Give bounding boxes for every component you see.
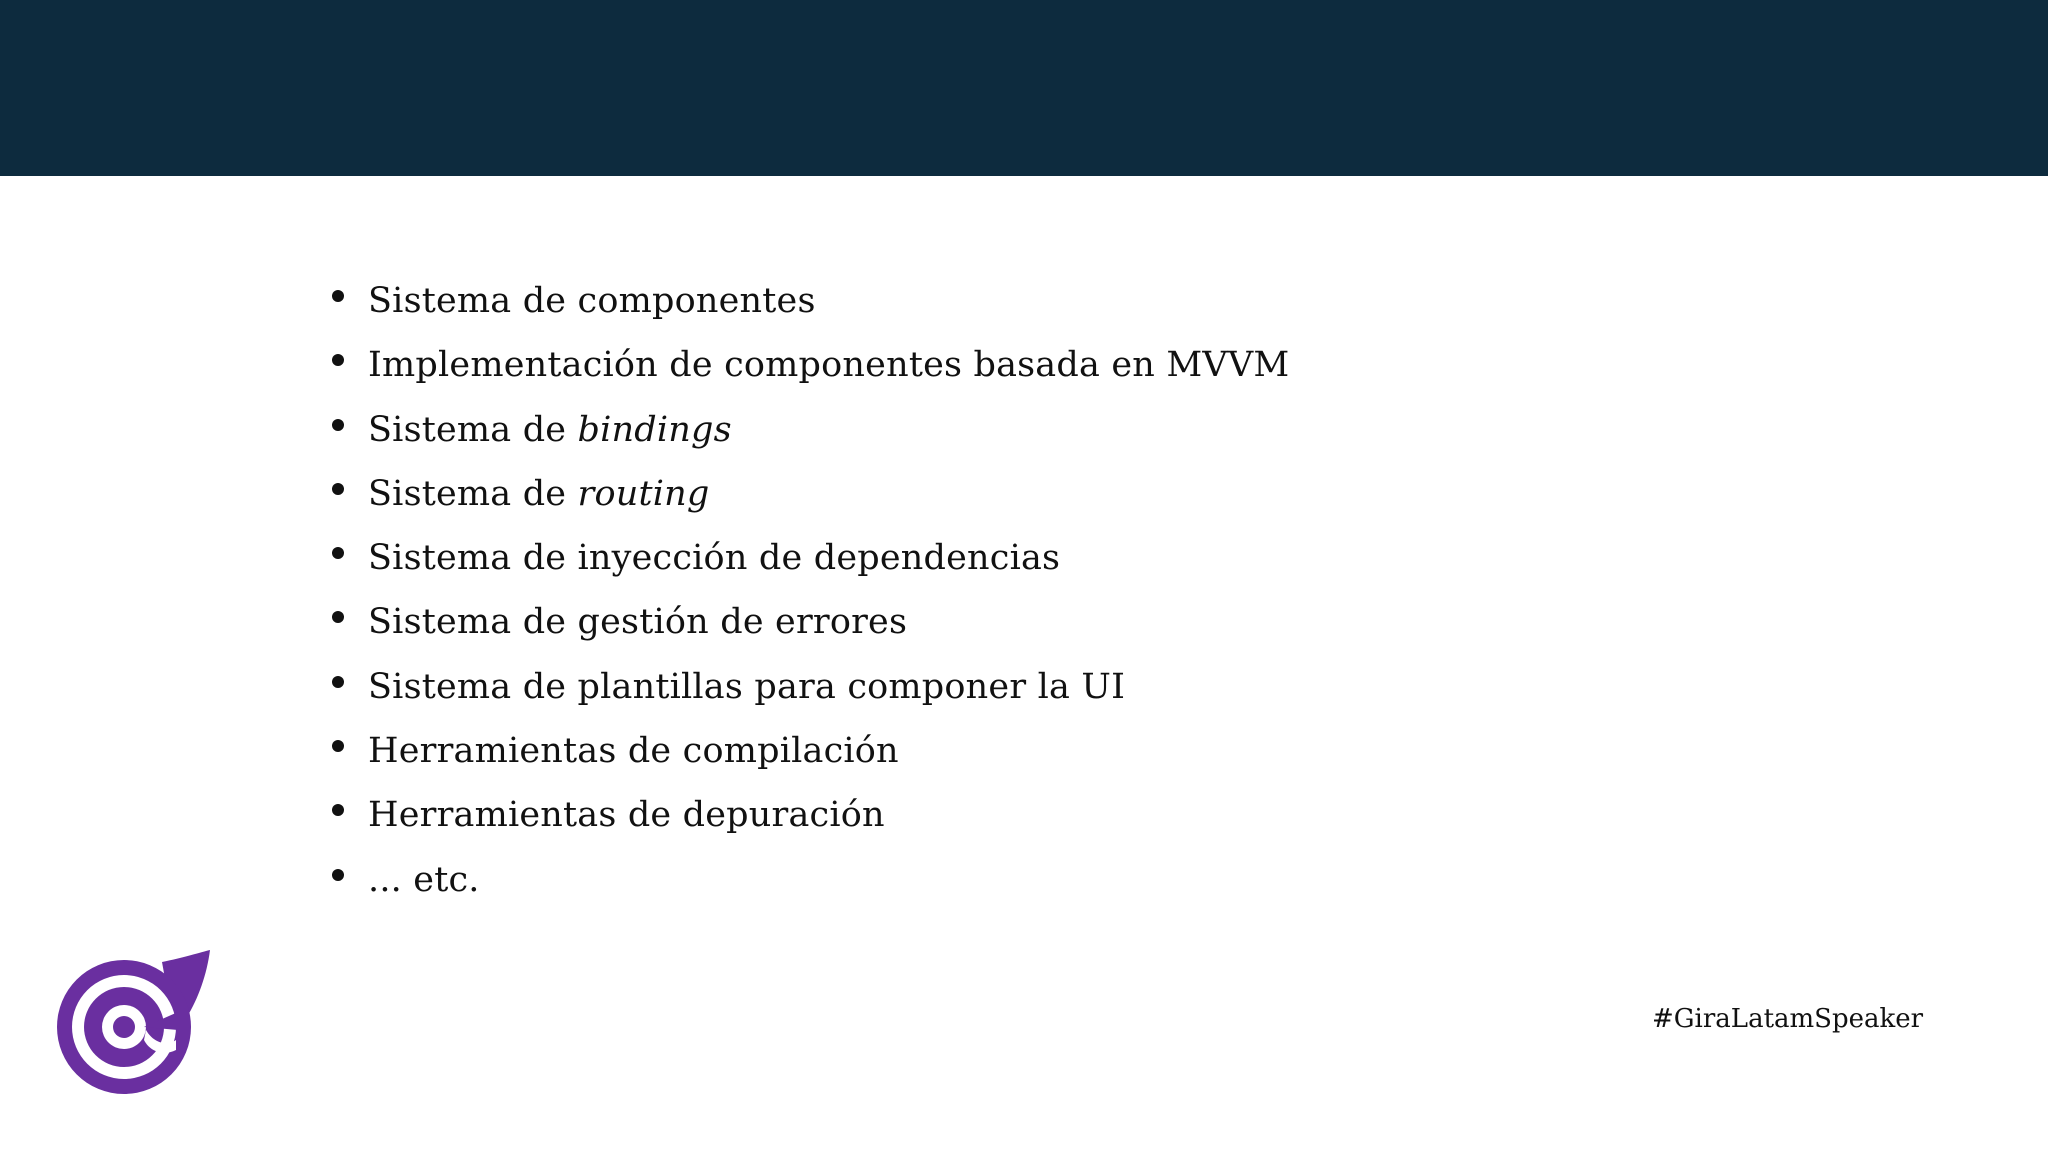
bullet-text: Sistema de componentes bbox=[368, 281, 816, 321]
bullet-item bbox=[330, 790, 1289, 854]
bullet-dot bbox=[332, 611, 344, 623]
bullet-text: Implementación de componentes basada en MVVM bbox=[368, 345, 1290, 386]
bullet-text: Herramientas de compilación bbox=[368, 731, 899, 772]
bullet-dot bbox=[332, 869, 344, 881]
bullet-item bbox=[330, 597, 1289, 661]
bullet-text: Sistema de plantillas para componer la UI bbox=[368, 666, 1126, 707]
bullet-dot bbox=[332, 740, 344, 752]
bullet-dot bbox=[332, 547, 344, 559]
bullet-text: ... etc. bbox=[368, 859, 480, 900]
bullet-dot bbox=[332, 804, 344, 816]
bullet-text: Sistema de inyección de dependencias bbox=[368, 538, 1061, 579]
bullet-dot bbox=[332, 354, 344, 366]
bullet-item bbox=[330, 276, 1289, 340]
bullet-dot bbox=[332, 676, 344, 688]
hashtag-label: #GiraLatamSpeaker bbox=[1652, 1004, 1924, 1034]
bullet-item bbox=[330, 855, 1289, 919]
bullet-text: Sistema de gestión de errores bbox=[368, 602, 908, 643]
bullet-item bbox=[330, 469, 1289, 533]
bullet-text: Sistema de bindings bbox=[368, 409, 732, 450]
bullet-item bbox=[330, 340, 1289, 404]
blazor-logo-icon bbox=[50, 950, 215, 1095]
bullet-dot bbox=[332, 483, 344, 495]
bullet-list bbox=[330, 276, 1289, 919]
bullet-text: Sistema de routing bbox=[368, 473, 710, 514]
bullet-item bbox=[330, 405, 1289, 469]
bullet-text: Herramientas de depuración bbox=[368, 795, 885, 836]
bullet-dot bbox=[332, 419, 344, 431]
bullet-dot bbox=[332, 290, 344, 302]
bullet-item bbox=[330, 726, 1289, 790]
header-band bbox=[0, 0, 2048, 176]
bullet-item bbox=[330, 533, 1289, 597]
bullet-item bbox=[330, 662, 1289, 726]
